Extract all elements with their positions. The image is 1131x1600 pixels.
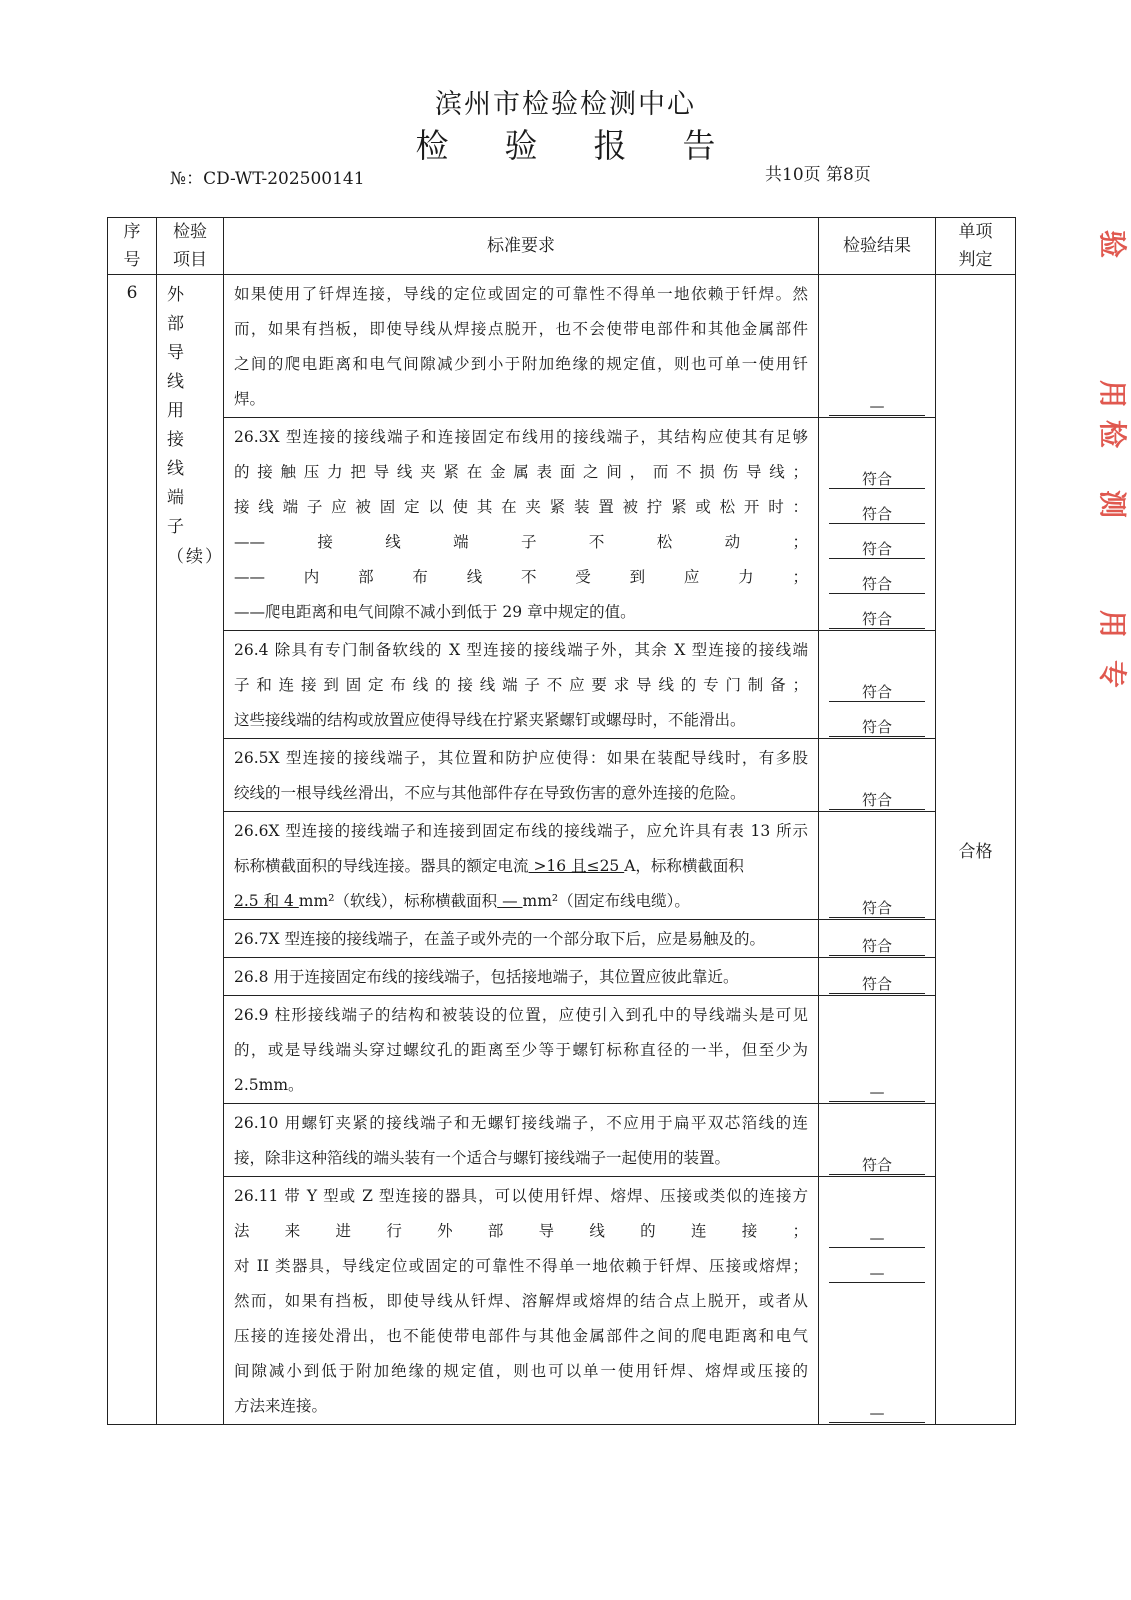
requirement-line: 子和连接到固定布线的接线端子不应要求导线的专门制备； — [234, 676, 808, 694]
inspection-table — [107, 217, 1016, 1425]
sequence-number: 6 — [108, 275, 157, 1425]
result-cell — [819, 812, 936, 920]
requirement-line: 26.10 用螺钉夹紧的接线端子和无螺钉接线端子，不应用于扁平双芯箔线的连 — [234, 1114, 808, 1132]
requirement-line: ——爬电距离和电气间隙不减小到低于 29 章中规定的值。 — [234, 603, 636, 621]
report-number: №：CD-WT-202500141 — [170, 169, 365, 189]
table-row — [108, 1104, 1016, 1177]
result-value: 符合 — [829, 938, 925, 956]
result-value: — — [829, 1084, 925, 1102]
requirement-cell — [224, 418, 819, 631]
requirement-line: 26.7X 型连接的接线端子，在盖子或外壳的一个部分取下后，应是易触及的。 — [234, 930, 765, 948]
requirement-line: 这些接线端的结构或放置应使得导线在拧紧夹紧螺钉或螺母时，不能滑出。 — [234, 711, 746, 729]
requirement-line: 如果使用了钎焊连接，导线的定位或固定的可靠性不得单一地依赖于钎焊。然 — [234, 285, 808, 303]
requirement-line: 法来进行外部导线的连接； — [234, 1222, 808, 1240]
stamp-fragment: 检 — [1096, 419, 1130, 449]
requirement-line: ——内部布线不受到应力； — [234, 568, 808, 586]
requirement-line: 绞线的一根导线丝滑出，不应与其他部件存在导致伤害的意外连接的危险。 — [234, 784, 746, 802]
result-value: — — [829, 398, 925, 416]
table-row — [108, 631, 1016, 739]
table-row — [108, 275, 1016, 418]
table-row — [108, 996, 1016, 1104]
header-result: 检验结果 — [819, 218, 936, 275]
requirement-line: 焊。 — [234, 390, 266, 408]
requirement-cell — [224, 812, 819, 920]
result-cell — [819, 1104, 936, 1177]
requirement-line: 26.6X 型连接的接线端子和连接到固定布线的接线端子，应允许具有表 13 所示 — [234, 822, 808, 840]
requirement-line: 之间的爬电距离和电气间隙减少到小于附加绝缘的规定值，则也可单一使用钎 — [234, 355, 808, 373]
requirement-line: 2.5mm。 — [234, 1076, 304, 1094]
stamp-fragment: 用 — [1096, 379, 1130, 409]
requirement-cell — [224, 920, 819, 958]
table-row — [108, 1177, 1016, 1425]
requirement-line: 间隙减小到低于附加绝缘的规定值，则也可以单一使用钎焊、熔焊或压接的 — [234, 1362, 808, 1380]
result-cell — [819, 275, 936, 418]
table-row — [108, 920, 1016, 958]
table-row — [108, 812, 1016, 920]
result-value: 符合 — [829, 1157, 925, 1175]
header-requirement: 标准要求 — [224, 218, 819, 275]
requirement-line: 接线端子应被固定以使其在夹紧装置被拧紧或松开时： — [234, 498, 808, 516]
requirement-cell — [224, 1177, 819, 1425]
requirement-cell — [224, 631, 819, 739]
requirement-line: 26.11 带 Y 型或 Z 型连接的器具，可以使用钎焊、熔焊、压接或类似的连接方 — [234, 1187, 808, 1205]
requirement-line: 对 II 类器具，导线定位或固定的可靠性不得单一地依赖于钎焊、压接或熔焊； — [234, 1257, 808, 1275]
requirement-line: 的，或是导线端头穿过螺纹孔的距离至少等于螺钉标称直径的一半，但至少为 — [234, 1041, 808, 1059]
header-judgement: 单项判定 — [936, 218, 1016, 275]
result-value: 符合 — [829, 900, 925, 918]
result-value: 符合 — [829, 611, 925, 629]
requirement-line: 26.5X 型连接的接线端子，其位置和防护应使得：如果在装配导线时，有多股 — [234, 749, 808, 767]
result-cell — [819, 1177, 936, 1425]
inspection-item — [157, 275, 224, 1425]
requirement-line: 然而，如果有挡板，即使导线从钎焊、溶解焊或熔焊的结合点上脱开，或者从 — [234, 1292, 808, 1310]
stamp-fragment: 专 — [1096, 659, 1130, 689]
result-value: 符合 — [829, 792, 925, 810]
requirement-cell — [224, 1104, 819, 1177]
page-indicator: 共10页 第8页 — [765, 165, 871, 185]
result-value: 符合 — [829, 576, 925, 594]
header-item: 检验项目 — [157, 218, 224, 275]
result-cell — [819, 958, 936, 996]
stamp-fragment: 验 — [1096, 229, 1130, 259]
item-name: 外部导线用接线端子 — [167, 285, 195, 537]
requirement-cell — [224, 739, 819, 812]
requirement-cell — [224, 996, 819, 1104]
result-value: — — [829, 1230, 925, 1248]
table-header-row — [108, 218, 1016, 275]
judgement-cell: 合格 — [936, 275, 1016, 1425]
organization-name: 滨州市检验检测中心 — [435, 89, 696, 120]
result-value: 符合 — [829, 684, 925, 702]
table-row — [108, 418, 1016, 631]
stamp-fragment: 用 — [1096, 609, 1130, 639]
requirement-line: 2.5 和 4 mm²（软线），标称横截面积 — mm²（固定布线电缆）。 — [234, 892, 690, 910]
result-value: 符合 — [829, 976, 925, 994]
cross-section-value: 2.5 和 4 — [234, 892, 299, 910]
requirement-line: 压接的连接处滑出，也不能使带电部件与其他金属部件之间的爬电距离和电气 — [234, 1327, 808, 1345]
requirement-cell — [224, 275, 819, 418]
result-value: 符合 — [829, 719, 925, 737]
requirement-line: ——接线端子不松动； — [234, 533, 808, 551]
result-value: 符合 — [829, 541, 925, 559]
result-value: 符合 — [829, 506, 925, 524]
stamp-fragment: 测 — [1096, 489, 1130, 519]
result-value: — — [829, 1265, 925, 1283]
result-value: — — [829, 1405, 925, 1423]
result-cell — [819, 418, 936, 631]
header-seq: 序号 — [108, 218, 157, 275]
requirement-line: 方法来连接。 — [234, 1397, 328, 1415]
requirement-line: 而，如果有挡板，即使导线从焊接点脱开，也不会使带电部件和其他金属部件 — [234, 320, 808, 338]
requirement-cell — [224, 958, 819, 996]
seal-stamp — [1096, 230, 1131, 700]
report-title: 检验报告 — [415, 126, 772, 165]
item-continued: （续） — [167, 547, 224, 567]
requirement-line: 的接触压力把导线夹紧在金属表面之间，而不损伤导线； — [234, 463, 808, 481]
result-cell — [819, 996, 936, 1104]
requirement-line: 26.8 用于连接固定布线的接线端子，包括接地端子，其位置应彼此靠近。 — [234, 968, 739, 986]
result-cell — [819, 739, 936, 812]
requirement-line: 接，除非这种箔线的端头装有一个适合与螺钉接线端子一起使用的装置。 — [234, 1149, 731, 1167]
result-value: 符合 — [829, 471, 925, 489]
rated-current-value: >16 且≤25 — [528, 857, 625, 875]
fixed-wiring-section-value: — — [497, 892, 523, 910]
requirement-line: 26.3X 型连接的接线端子和连接固定布线用的接线端子，其结构应使其有足够 — [234, 428, 808, 446]
requirement-line: 26.9 柱形接线端子的结构和被装设的位置，应使引入到孔中的导线端头是可见 — [234, 1006, 808, 1024]
requirement-line: 26.4 除具有专门制备软线的 X 型连接的接线端子外，其余 X 型连接的接线端 — [234, 641, 808, 659]
result-cell — [819, 631, 936, 739]
result-cell — [819, 920, 936, 958]
table-row — [108, 739, 1016, 812]
table-row — [108, 958, 1016, 996]
requirement-line: 标称横截面积的导线连接。器具的额定电流 >16 且≤25 A，标称横截面积 — [234, 857, 744, 875]
